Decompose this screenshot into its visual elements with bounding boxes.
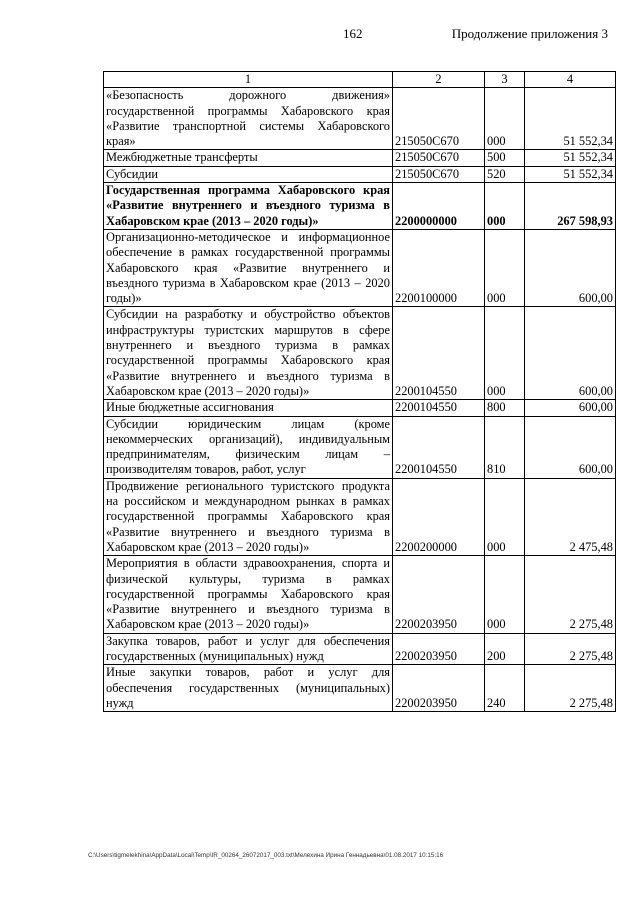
row-name: Иные бюджетные ассигнования: [104, 400, 393, 416]
row-expense-type: 000: [485, 307, 525, 400]
row-expense-type: 000: [485, 229, 525, 306]
row-expense-type: 810: [485, 416, 525, 478]
row-expense-type: 000: [485, 88, 525, 150]
row-amount: 51 552,34: [525, 88, 616, 150]
table-row: [104, 633, 616, 665]
row-amount: 600,00: [525, 400, 616, 416]
row-target-code: 2200203950: [393, 633, 485, 665]
row-target-code: 2200000000: [393, 183, 485, 230]
row-amount: 600,00: [525, 416, 616, 478]
row-target-code: 2200203950: [393, 665, 485, 712]
table-row: [104, 556, 616, 633]
row-amount: 267 598,93: [525, 183, 616, 230]
table-row: [104, 478, 616, 555]
row-name: Мероприятия в области здравоохранения, спорта и физической культуры, туризма в рамках государственной программы Хабаровского края «Развитие внутреннего и въездного туризма в Хабаровском крае (2013 – 2020 годы)»: [104, 556, 393, 633]
column-header: 3: [485, 72, 525, 88]
row-expense-type: 520: [485, 166, 525, 182]
row-expense-type: 500: [485, 150, 525, 166]
row-expense-type: 000: [485, 478, 525, 555]
row-amount: 2 275,48: [525, 556, 616, 633]
row-amount: 2 475,48: [525, 478, 616, 555]
column-header: 1: [104, 72, 393, 88]
page-number: 162: [343, 26, 363, 41]
row-expense-type: 000: [485, 183, 525, 230]
page-header: [0, 26, 640, 46]
row-target-code: 2200104550: [393, 400, 485, 416]
row-amount: 51 552,34: [525, 150, 616, 166]
continuation-label: Продолжение приложения 3: [451, 26, 608, 41]
row-target-code: 215050С670: [393, 88, 485, 150]
row-name: Государственная программа Хабаровского края «Развитие внутреннего и въездного туризма в Хабаровском крае (2013 – 2020 годы)»: [104, 183, 393, 230]
row-amount: 600,00: [525, 229, 616, 306]
row-expense-type: 200: [485, 633, 525, 665]
row-name: Субсидии: [104, 166, 393, 182]
row-target-code: 2200104550: [393, 416, 485, 478]
row-name: Иные закупки товаров, работ и услуг для обеспечения государственных (муниципальных) нужд: [104, 665, 393, 712]
table-header-row: [104, 72, 616, 88]
file-path-footer: C:\Users\tigmelekhina\AppData\Local\Temp\IR_00264_26072017_003.txt\Мелехина Ирина Геннадьевна\01.08.2017 10:15:16: [88, 852, 444, 859]
row-amount: 2 275,48: [525, 633, 616, 665]
row-expense-type: 240: [485, 665, 525, 712]
budget-table: [103, 71, 616, 712]
row-amount: 51 552,34: [525, 166, 616, 182]
table-row: [104, 150, 616, 166]
column-header: 4: [525, 72, 616, 88]
row-expense-type: 000: [485, 556, 525, 633]
row-name: «Безопасность дорожного движения» государственной программы Хабаровского края «Развитие транспортной системы Хабаровского края»: [104, 88, 393, 150]
row-name: Субсидии юридическим лицам (кроме некоммерческих организаций), индивидуальным предпринимателям, физическим лицам – производителям товаров, работ, услуг: [104, 416, 393, 478]
column-header: 2: [393, 72, 485, 88]
table-row: [104, 307, 616, 400]
table-row: [104, 183, 616, 230]
row-target-code: 215050С670: [393, 166, 485, 182]
row-name: Закупка товаров, работ и услуг для обеспечения государственных (муниципальных) нужд: [104, 633, 393, 665]
table-row: [104, 416, 616, 478]
row-target-code: 215050С670: [393, 150, 485, 166]
row-name: Межбюджетные трансферты: [104, 150, 393, 166]
table-row: [104, 400, 616, 416]
table-row: [104, 665, 616, 712]
row-expense-type: 800: [485, 400, 525, 416]
row-target-code: 2200104550: [393, 307, 485, 400]
table-row: [104, 229, 616, 306]
row-target-code: 2200100000: [393, 229, 485, 306]
row-name: Субсидии на разработку и обустройство объектов инфраструктуры туристских маршрутов в сфере внутреннего и въездного туризма в рамках государственной программы Хабаровского края «Развитие внутреннего и въездного туризма в Хабаровском крае (2013 – 2020 годы)»: [104, 307, 393, 400]
table-row: [104, 88, 616, 150]
row-amount: 600,00: [525, 307, 616, 400]
row-amount: 2 275,48: [525, 665, 616, 712]
row-target-code: 2200203950: [393, 556, 485, 633]
row-name: Продвижение регионального туристского продукта на российском и международном рынках в рамках государственной программы Хабаровского края «Развитие внутреннего и въездного туризма в Хабаровском крае (2013 – 2020 годы)»: [104, 478, 393, 555]
row-name: Организационно-методическое и информационное обеспечение в рамках государственной программы Хабаровского края «Развитие внутреннего и въездного туризма в Хабаровском крае (2013 – 2020 годы)»: [104, 229, 393, 306]
row-target-code: 2200200000: [393, 478, 485, 555]
table-row: [104, 166, 616, 182]
